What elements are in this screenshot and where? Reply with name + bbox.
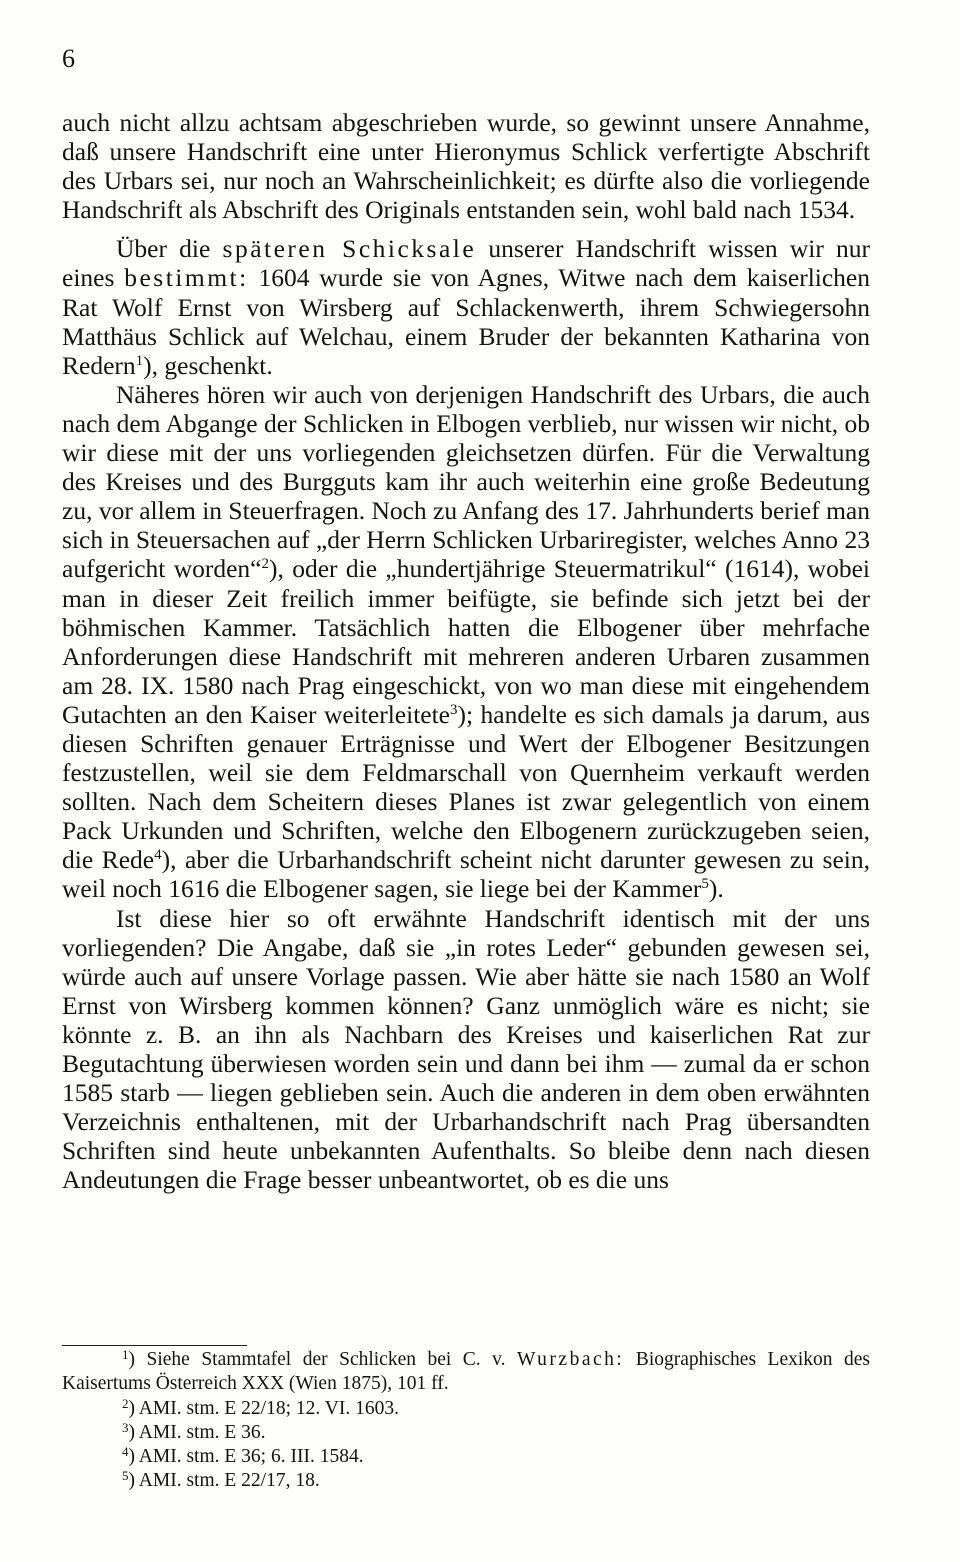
paragraph	[62, 108, 870, 224]
text-run: 1604 wurde sie von Agnes, Witwe nach dem kaiserlichen Rat Wolf Ernst von Wirsberg auf Schlackenwerth, ihrem Schwiegersohn Matthäus Schlick auf Welchau, einem Bruder der bekannten Katharina von Redern	[62, 263, 870, 380]
text-run: Über die	[116, 234, 223, 264]
paragraph	[62, 380, 870, 904]
text-run: Näheres hören wir auch von derjenigen Handschrift des Urbars, die auch nach dem Abgange der Schlicken in Elbogen verblieb, nur wissen wir nicht, ob wir diese mit der uns vorliegenden gleichsetzen dürfen. Für die Verwaltung des Kreises und des Burgguts kam ihr auch weiterhin eine große Bedeutung zu, vor allem in Steuerfragen. Noch zu Anfang des 17. Jahrhunderts berief man sich in Steuersachen auf „der Herrn Schlicken Urbariregister, welches Anno 23 aufgericht worden“	[62, 379, 870, 584]
emphasized-text: bestimmt:	[124, 263, 249, 293]
text-run: ), geschenkt.	[143, 350, 273, 380]
page-number: 6	[62, 44, 75, 73]
text-run: Ist diese hier so oft erwähnte Handschrift identisch mit der uns vorliegenden? Die Angabe, daß sie „in rotes Leder“ gebunden gewesen sei, würde auch auf unsere Vorlage passen. Wie aber hätte sie nach 1580 an Wolf Ernst von Wirsberg kommen können? Ganz unmöglich wäre es nicht; sie könnte z. B. an ihn als Nachbarn des Kreises und kaiserlichen Rat zur Begutachtung überwiesen worden sein und dann bei ihm — zumal da er schon 1585 starb — liegen geblieben sein. Auch die anderen in dem oben erwähnten Verzeichnis enthaltenen, mit der Urbarhandschrift nach Prag übersandten Schriften sind heute unbekannten Aufenthalts. So bleibe denn nach diesen Andeutungen die Frage besser unbeantwortet, ob es die uns	[62, 903, 870, 1195]
footnote-number: 1	[122, 1347, 129, 1362]
footnote-number: 4	[122, 1444, 129, 1460]
footnote	[62, 1445, 870, 1469]
text-run: ); handelte es sich damals ja darum, aus diesen Schriften genauer Erträgnisse und Wert der Elbogener Besitzungen festzustellen, weil sie dem Feldmarschall von Quernheim verkauft werden sollten. Nach dem Scheitern dieses Planes ist zwar gelegentlich von einem Pack Urkunden und Schriften, welche den Elbogenern zurückzugeben seien, die Rede	[62, 699, 870, 875]
footnote-reference: 4	[154, 847, 162, 864]
text-run: ), aber die Urbarhandschrift scheint nicht darunter gewesen zu sein, weil noch 1616 die Elbogener sagen, sie liege bei der Kammer	[62, 845, 870, 904]
text-run: unserer Handschrift wissen wir nur eines	[62, 234, 870, 293]
footnote	[62, 1397, 870, 1421]
footnote-number: 3	[122, 1419, 129, 1435]
footnote	[62, 1469, 870, 1493]
footnote-number: 2	[122, 1395, 129, 1411]
footnote-reference: 2	[261, 556, 270, 573]
text-run: AMI. stm. E 36; 6. III. 1584.	[138, 1446, 364, 1468]
emphasized-text: späteren Schicksale	[222, 234, 477, 264]
footnote-marker: $^3$)	[122, 1419, 139, 1443]
text-run: auch nicht allzu achtsam abgeschrieben wurde, so gewinnt unsere Annahme, daß unsere Handschrift eine unter Hieronymus Schlick verfertigte Abschrift des Urbars sei, nur noch an Wahrscheinlichkeit; es dürfte also die vorliegende Handschrift als Abschrift des Originals entstanden sein, wohl bald nach 1534.	[62, 108, 870, 225]
footnote-marker: $^2$)	[122, 1395, 139, 1419]
footnote	[62, 1421, 870, 1445]
text-run: Biographisches Lexikon des Kaisertums Österreich XXX (Wien 1875), 101 ff.	[62, 1349, 871, 1395]
paragraph	[62, 904, 870, 1195]
text-run: AMI. stm. E 22/17, 18.	[138, 1470, 320, 1492]
text-run: ).	[708, 874, 724, 904]
footnote-reference: 3	[450, 701, 458, 718]
text-run: AMI. stm. E 22/18; 12. VI. 1603.	[138, 1397, 399, 1419]
body-text	[62, 108, 870, 1194]
footnote-divider	[62, 1345, 247, 1346]
footnote-marker: $^1$)	[122, 1347, 147, 1370]
footnote-reference: 1	[135, 352, 144, 369]
text-run: AMI. stm. E 36.	[138, 1421, 266, 1443]
footnote	[62, 1348, 870, 1397]
emphasized-text: Wurzbach:	[517, 1349, 625, 1370]
footnotes	[62, 1348, 870, 1494]
text-run: ), oder die „hundertjährige Steuermatrikul“ (1614), wobei man in dieser Zeit freilich immer beifügte, sie befinde sich jetzt bei der böhmischen Kammer. Tatsächlich hatten die Elbogener über mehrfache Anforderungen diese Handschrift mit mehreren anderen Urbaren zusammen am 28. IX. 1580 nach Prag eingeschickt, von wo man diese mit eingehendem Gutachten an den Kaiser weiterleitete	[62, 554, 870, 729]
footnote-reference: 5	[701, 876, 709, 893]
footnote-marker: $^5$)	[122, 1468, 139, 1492]
footnote-number: 5	[122, 1468, 129, 1484]
paragraph	[62, 234, 870, 379]
footnote-marker: $^4$)	[122, 1444, 139, 1468]
text-run: Siehe Stammtafel der Schlicken bei C. v.	[146, 1349, 518, 1370]
